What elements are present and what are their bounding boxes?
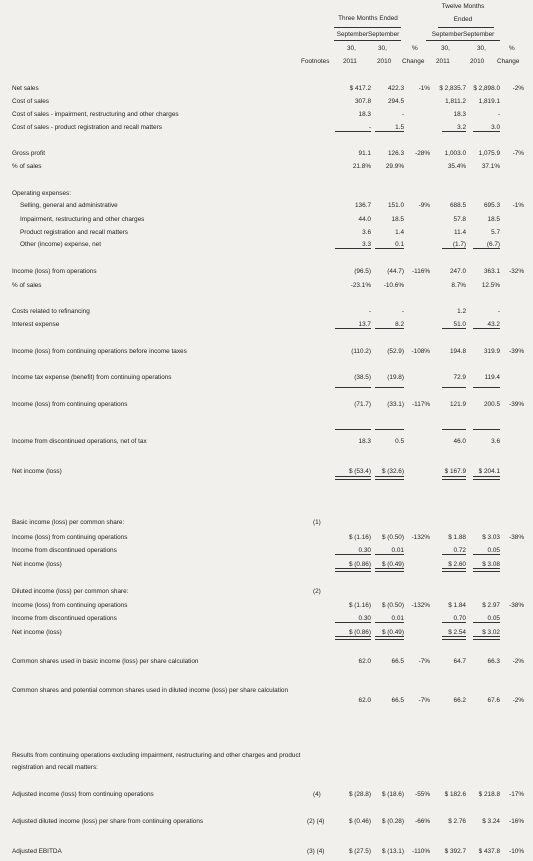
cell-y11: 18.3 bbox=[453, 111, 466, 118]
underline bbox=[442, 131, 466, 132]
cell-q11: $ (0.86) bbox=[348, 629, 371, 636]
row-label: Net income (loss) bbox=[12, 561, 62, 568]
cell-y11: $ 1.84 bbox=[448, 602, 466, 609]
cell-y11: $ 2.76 bbox=[448, 818, 466, 825]
header-twelve-months: Twelve Months bbox=[441, 3, 485, 10]
header-ended: Ended bbox=[453, 16, 473, 23]
cell-qc: -110% bbox=[412, 848, 430, 855]
row-footnote: (4) bbox=[313, 791, 321, 798]
underline bbox=[375, 131, 404, 132]
underline bbox=[335, 387, 371, 388]
cell-q11: 62.0 bbox=[358, 658, 371, 665]
cell-y10: 12.5% bbox=[481, 282, 500, 289]
double-underline bbox=[442, 636, 466, 640]
row-label: Adjusted diluted income (loss) per share from continuing operations bbox=[12, 818, 204, 825]
cell-q10: 0.1 bbox=[395, 241, 404, 248]
underline bbox=[473, 248, 500, 249]
underline bbox=[442, 387, 466, 388]
row-label: Income tax expense (benefit) from continuing operations bbox=[12, 374, 172, 381]
cell-qc: -55% bbox=[415, 791, 430, 798]
double-underline bbox=[442, 568, 466, 572]
underline bbox=[473, 554, 500, 555]
underline bbox=[335, 554, 371, 555]
cell-q11: 3.3 bbox=[362, 241, 371, 248]
cell-y10: $ 3.24 bbox=[482, 818, 500, 825]
double-underline bbox=[473, 476, 500, 480]
cell-q10: $ (18.6) bbox=[381, 791, 404, 798]
cell-q10: 294.5 bbox=[388, 98, 404, 105]
cell-y11: 121.9 bbox=[450, 401, 466, 408]
underline bbox=[473, 387, 500, 388]
cell-q11: 3.6 bbox=[362, 229, 371, 236]
cell-y11: $ 1.88 bbox=[448, 534, 466, 541]
row-label: % of sales bbox=[12, 282, 42, 289]
cell-qc: -116% bbox=[412, 268, 430, 275]
underline bbox=[375, 429, 404, 430]
cell-y10: 363.1 bbox=[484, 268, 500, 275]
cell-q10: $ (0.49) bbox=[381, 629, 404, 636]
double-underline bbox=[473, 636, 500, 640]
cell-q10: 1.4 bbox=[395, 229, 404, 236]
cell-y10: 119.4 bbox=[484, 374, 500, 381]
cell-y10: 1,819.1 bbox=[478, 98, 500, 105]
header-2010-year: 2010 bbox=[470, 58, 485, 65]
cell-q11: 21.8% bbox=[352, 163, 371, 170]
underline bbox=[375, 328, 404, 329]
cell-q11: 18.3 bbox=[358, 438, 371, 445]
underline bbox=[473, 429, 500, 430]
cell-q10: (52.9) bbox=[387, 348, 404, 355]
row-label: Cost of sales bbox=[12, 98, 49, 105]
cell-qc: -28% bbox=[415, 150, 430, 157]
cell-q10: (44.7) bbox=[387, 268, 404, 275]
cell-y10: $ 204.1 bbox=[478, 468, 500, 475]
double-underline bbox=[375, 476, 404, 480]
cell-q11: $ (1.16) bbox=[348, 534, 371, 541]
underline bbox=[442, 328, 466, 329]
underline bbox=[442, 429, 466, 430]
cell-yc: -38% bbox=[509, 534, 524, 541]
cell-q10: 66.5 bbox=[391, 697, 404, 704]
row-label: Adjusted EBITDA bbox=[12, 848, 62, 855]
header-pct-1: % bbox=[412, 45, 418, 52]
header-day-4: 30, bbox=[477, 45, 486, 52]
cell-q10: 66.5 bbox=[391, 658, 404, 665]
row-label: Basic income (loss) per common share: bbox=[12, 519, 125, 526]
cell-yc: -38% bbox=[509, 602, 524, 609]
row-label: Common shares used in basic income (loss) per share calculation bbox=[12, 658, 199, 665]
cell-y11: $ 182.6 bbox=[444, 791, 466, 798]
cell-y10: (6.7) bbox=[486, 241, 500, 248]
cell-q11: (110.2) bbox=[351, 348, 371, 355]
cell-q10: 0.01 bbox=[391, 547, 404, 554]
row-footnote: (2) bbox=[313, 588, 321, 595]
cell-y10: 319.9 bbox=[484, 348, 500, 355]
cell-q11: $ (0.86) bbox=[348, 561, 371, 568]
row-label: Results from continuing operations excluding impairment, restructuring and other charges and product registration and recall matters: bbox=[12, 752, 301, 771]
header-2011-quarter: 2011 bbox=[343, 58, 357, 65]
cell-q10: 0.01 bbox=[391, 615, 404, 622]
underline bbox=[473, 328, 500, 329]
header-change-year: Change bbox=[497, 58, 520, 65]
underline bbox=[375, 248, 404, 249]
row-label: Interest expense bbox=[12, 321, 60, 328]
header-footnotes: Footnotes bbox=[301, 58, 330, 65]
cell-q11: (96.5) bbox=[354, 268, 371, 275]
cell-qc: -117% bbox=[412, 401, 430, 408]
cell-y10: 67.6 bbox=[487, 697, 500, 704]
cell-y10: 200.5 bbox=[484, 401, 500, 408]
row-label: Cost of sales - product registration and recall matters bbox=[12, 124, 162, 131]
underline bbox=[442, 248, 466, 249]
cell-q11: 13.7 bbox=[358, 321, 371, 328]
double-underline bbox=[375, 568, 404, 572]
cell-y10: 0.05 bbox=[487, 547, 500, 554]
cell-q10: - bbox=[401, 111, 404, 118]
row-label: Cost of sales - impairment, restructuring and other charges bbox=[12, 111, 179, 118]
cell-yc: -2% bbox=[512, 85, 524, 92]
cell-q10: $ (0.50) bbox=[381, 534, 404, 541]
double-underline bbox=[335, 636, 371, 640]
cell-yc: -2% bbox=[512, 658, 524, 665]
underline bbox=[442, 554, 466, 555]
cell-yc: -39% bbox=[509, 348, 524, 355]
header-day-1: 30, bbox=[347, 45, 356, 52]
cell-y11: 72.9 bbox=[453, 374, 466, 381]
cell-y11: 3.2 bbox=[457, 124, 466, 131]
cell-y10: $ 437.8 bbox=[478, 848, 500, 855]
cell-q10: 18.5 bbox=[391, 216, 404, 223]
cell-q10: 8.2 bbox=[395, 321, 404, 328]
underline bbox=[335, 328, 371, 329]
cell-y10: $ 2,898.0 bbox=[473, 85, 500, 92]
header-pct-2: % bbox=[509, 45, 515, 52]
header-2011-year: 2011 bbox=[436, 58, 450, 65]
row-label: Costs related to refinancing bbox=[12, 308, 90, 315]
cell-y11: 46.0 bbox=[453, 438, 466, 445]
cell-y11: 0.72 bbox=[453, 547, 466, 554]
row-label: Adjusted income (loss) from continuing operations bbox=[12, 791, 154, 798]
cell-y10: 3.6 bbox=[491, 438, 500, 445]
row-footnote: (3) (4) bbox=[307, 848, 325, 855]
cell-q11: $ 417.2 bbox=[349, 85, 371, 92]
cell-y11: 194.8 bbox=[450, 348, 466, 355]
cell-yc: -16% bbox=[509, 818, 524, 825]
cell-q10: $ (0.49) bbox=[381, 561, 404, 568]
cell-q10: -10.6% bbox=[383, 282, 404, 289]
underline bbox=[473, 131, 500, 132]
cell-qc: -132% bbox=[411, 602, 430, 609]
underline bbox=[375, 622, 404, 623]
row-label: % of sales bbox=[12, 163, 42, 170]
cell-q10: 29.9% bbox=[385, 163, 404, 170]
header-day-2: 30, bbox=[378, 45, 387, 52]
cell-y10: 0.05 bbox=[487, 615, 500, 622]
double-underline bbox=[473, 568, 500, 572]
underline bbox=[473, 622, 500, 623]
cell-q11: 136.7 bbox=[355, 202, 371, 209]
cell-q11: - bbox=[368, 308, 371, 315]
cell-qc: -9% bbox=[418, 202, 430, 209]
cell-y10: $ 2.97 bbox=[482, 602, 500, 609]
cell-y11: 11.4 bbox=[454, 229, 466, 236]
cell-qc: -108% bbox=[411, 348, 430, 355]
cell-q11: - bbox=[368, 124, 371, 131]
double-underline bbox=[335, 568, 371, 572]
row-label: Net income (loss) bbox=[12, 468, 62, 475]
cell-y10: $ 218.8 bbox=[478, 791, 500, 798]
cell-y11: 688.5 bbox=[450, 202, 466, 209]
cell-q10: (33.1) bbox=[387, 401, 404, 408]
cell-q11: 0.30 bbox=[358, 547, 371, 554]
row-label: Selling, general and administrative bbox=[20, 202, 118, 209]
header-2010-quarter: 2010 bbox=[377, 58, 392, 65]
row-label: Gross profit bbox=[12, 150, 46, 157]
header-day-3: 30, bbox=[441, 45, 450, 52]
cell-y11: 35.4% bbox=[447, 163, 466, 170]
cell-y10: 43.2 bbox=[487, 321, 500, 328]
underline bbox=[375, 554, 404, 555]
row-label: Income from discontinued operations bbox=[12, 547, 117, 554]
cell-q10: $ (0.50) bbox=[381, 602, 404, 609]
row-label: Net income (loss) bbox=[12, 629, 62, 636]
cell-q10: 422.3 bbox=[388, 85, 404, 92]
cell-y11: $ 392.7 bbox=[444, 848, 466, 855]
cell-yc: -10% bbox=[509, 848, 524, 855]
row-label: Income (loss) from operations bbox=[12, 268, 97, 275]
double-underline bbox=[442, 476, 466, 480]
row-label: Impairment, restructuring and other charges bbox=[20, 216, 145, 223]
cell-q11: -23.1% bbox=[350, 282, 371, 289]
cell-q10: 126.3 bbox=[388, 150, 404, 157]
underline bbox=[335, 429, 371, 430]
cell-y10: 3.0 bbox=[491, 124, 500, 131]
cell-y11: $ 2.54 bbox=[448, 629, 466, 636]
cell-q11: $ (0.46) bbox=[348, 818, 371, 825]
header-change-quarter: Change bbox=[402, 58, 425, 65]
cell-y11: $ 167.9 bbox=[444, 468, 466, 475]
cell-qc: -66% bbox=[415, 818, 430, 825]
cell-q11: $ (27.5) bbox=[348, 848, 371, 855]
row-label: Operating expenses: bbox=[12, 190, 71, 197]
row-label: Diluted income (loss) per common share: bbox=[12, 588, 129, 595]
cell-y10: 66.3 bbox=[487, 658, 500, 665]
row-label: Income from discontinued operations bbox=[12, 615, 117, 622]
cell-q10: 0.5 bbox=[395, 438, 404, 445]
row-footnote: (1) bbox=[313, 519, 321, 526]
cell-y10: 1,075.9 bbox=[478, 150, 500, 157]
double-underline bbox=[375, 636, 404, 640]
cell-y11: 1,811.2 bbox=[445, 98, 466, 105]
cell-qc: -7% bbox=[418, 658, 430, 665]
cell-q11: $ (1.16) bbox=[348, 602, 371, 609]
cell-q10: - bbox=[401, 308, 404, 315]
cell-q11: (38.5) bbox=[354, 374, 371, 381]
cell-q11: 0.30 bbox=[358, 615, 371, 622]
cell-y10: 695.3 bbox=[484, 202, 500, 209]
cell-y11: 1.2 bbox=[457, 308, 466, 315]
cell-q11: 91.1 bbox=[358, 150, 371, 157]
row-label: Other (income) expense, net bbox=[20, 241, 101, 248]
row-label: Net sales bbox=[12, 85, 39, 92]
cell-qc: -1% bbox=[418, 85, 430, 92]
cell-y10: 18.5 bbox=[487, 216, 500, 223]
cell-q11: $ (28.8) bbox=[348, 791, 371, 798]
double-underline bbox=[335, 476, 371, 480]
cell-y10: 37.1% bbox=[481, 163, 500, 170]
row-label: Income from discontinued operations, net of tax bbox=[12, 438, 147, 445]
row-label: Income (loss) from continuing operations before income taxes bbox=[12, 348, 187, 355]
cell-q11: (71.7) bbox=[354, 401, 371, 408]
header-three-months-ended: Three Months Ended bbox=[338, 15, 398, 22]
cell-q11: $ (53.4) bbox=[348, 468, 371, 475]
cell-qc: -7% bbox=[418, 697, 430, 704]
row-label: Income (loss) from continuing operations bbox=[12, 602, 128, 609]
cell-y11: $ 2,835.7 bbox=[439, 85, 466, 92]
cell-y10: $ 3.08 bbox=[482, 561, 500, 568]
cell-y11: 1,003.0 bbox=[444, 150, 466, 157]
cell-yc: -7% bbox=[512, 150, 524, 157]
underline bbox=[375, 387, 404, 388]
row-label: Product registration and recall matters bbox=[20, 229, 128, 236]
header-sept-sept-quarter: SeptemberSeptember bbox=[336, 31, 400, 38]
cell-q10: 1.5 bbox=[395, 124, 404, 131]
cell-y11: $ 2.60 bbox=[448, 561, 466, 568]
cell-q11: 44.0 bbox=[358, 216, 371, 223]
cell-y11: 8.7% bbox=[451, 282, 466, 289]
cell-q11: 62.0 bbox=[358, 697, 371, 704]
cell-q10: $ (0.28) bbox=[381, 818, 404, 825]
row-label: Common shares and potential common shares used in diluted income (loss) per share calculation bbox=[12, 687, 289, 694]
cell-y11: 64.7 bbox=[453, 658, 466, 665]
underline bbox=[335, 622, 371, 623]
cell-y11: 57.8 bbox=[453, 216, 466, 223]
cell-q10: $ (13.1) bbox=[381, 848, 404, 855]
cell-q11: 18.3 bbox=[358, 111, 371, 118]
cell-y11: 51.0 bbox=[453, 321, 466, 328]
row-footnote: (2) (4) bbox=[307, 818, 325, 825]
cell-y11: 247.0 bbox=[450, 268, 466, 275]
cell-qc: -132% bbox=[411, 534, 430, 541]
cell-yc: -2% bbox=[512, 697, 524, 704]
cell-q10: (19.8) bbox=[387, 374, 404, 381]
cell-yc: -39% bbox=[509, 401, 524, 408]
cell-y10: 5.7 bbox=[491, 229, 500, 236]
cell-yc: -32% bbox=[509, 268, 524, 275]
cell-q10: $ (32.6) bbox=[381, 468, 404, 475]
cell-yc: -17% bbox=[509, 791, 524, 798]
cell-y11: 0.70 bbox=[453, 615, 466, 622]
cell-y10: $ 3.02 bbox=[482, 629, 500, 636]
cell-y11: 66.2 bbox=[453, 697, 466, 704]
cell-y10: - bbox=[497, 111, 500, 118]
cell-yc: -1% bbox=[512, 202, 524, 209]
cell-y10: $ 3.03 bbox=[482, 534, 500, 541]
header-sept-sept-year: SeptemberSeptember bbox=[431, 31, 495, 38]
cell-y11: (1.7) bbox=[452, 241, 466, 248]
cell-y10: - bbox=[497, 308, 500, 315]
cell-q10: 151.0 bbox=[388, 202, 404, 209]
underline bbox=[442, 622, 466, 623]
row-label: Income (loss) from continuing operations bbox=[12, 534, 128, 541]
row-label: Income (loss) from continuing operations bbox=[12, 401, 128, 408]
underline bbox=[335, 131, 371, 132]
cell-q11: 307.8 bbox=[355, 98, 371, 105]
underline bbox=[335, 248, 371, 249]
